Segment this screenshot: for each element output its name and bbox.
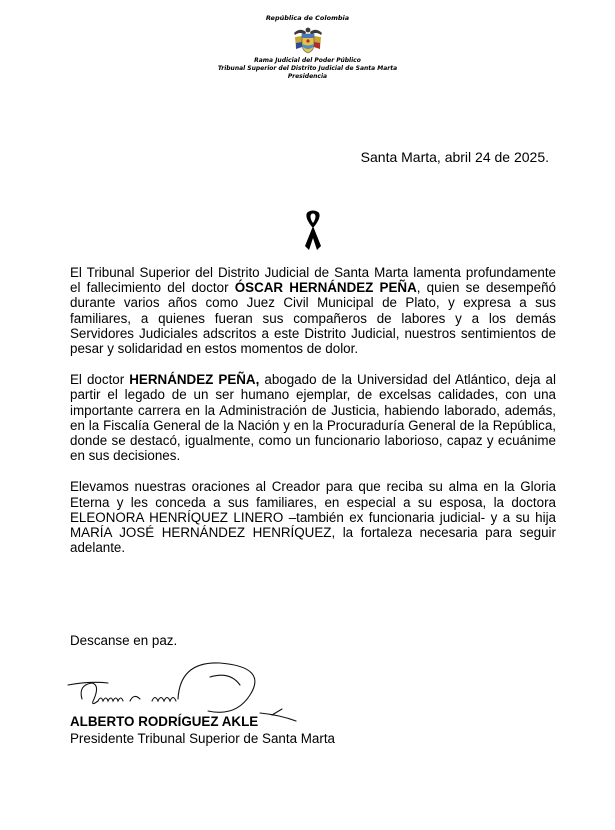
deceased-name: ÓSCAR HERNÁNDEZ PEÑA bbox=[234, 280, 417, 296]
letterhead bbox=[0, 14, 615, 81]
letterhead-country: República de Colombia bbox=[265, 14, 350, 22]
letterhead-office: Presidencia bbox=[287, 73, 328, 80]
paragraph-prayer: Elevamos nuestras oraciones al Creador para que reciba su alma en la Gloria Eterna y les conceda a sus familiares, en especial a su esposa, la doctora ELEONORA HENRÍQUEZ LINERO –también ex funcionaria judicial- y a su hija MARÍA JOSÉ HERNÁNDEZ HENRÍQUEZ, la fortaleza necesaria para seguir adelante. bbox=[70, 479, 556, 556]
closing-phrase: Descanse en paz. bbox=[70, 633, 178, 648]
signer-title: Presidente Tribunal Superior de Santa Marta bbox=[70, 731, 335, 746]
letterhead-tribunal: Tribunal Superior del Distrito Judicial de Santa Marta bbox=[217, 65, 398, 72]
signer-name: ALBERTO RODRÍGUEZ AKLE bbox=[70, 714, 259, 729]
signer-block bbox=[70, 713, 335, 747]
paragraph-condolence: El Tribunal Superior del Distrito Judicial de Santa Marta lamenta profundamente el fallecimiento del doctor ÓSCAR HERNÁNDEZ PEÑA, quien se desempeñó durante varios años como Juez Civil Municipal de Plato, y expresa a sus familiares, a quienes fueran sus compañeros de labores y a los demás Servidores Judiciales adscritos a este Distrito Judicial, nuestros sentimientos de pesar y solidaridad en estos momentos de dolor. bbox=[70, 265, 556, 357]
mourning-ribbon-icon bbox=[302, 210, 324, 252]
deceased-surname: HERNÁNDEZ PEÑA, bbox=[129, 372, 260, 388]
coat-of-arms-icon bbox=[291, 25, 325, 55]
letter-date: Santa Marta, abril 24 de 2025. bbox=[360, 149, 549, 165]
letterhead-branch: Rama Judicial del Poder Público bbox=[254, 57, 361, 64]
paragraph-career: El doctor HERNÁNDEZ PEÑA, abogado de la Universidad del Atlántico, deja al partir el legado de un ser humano ejemplar, de excelsas calidades, con una importante carrera en la Administración de Justicia, habiendo laborado, además, en la Fiscalía General de la Nación y en la Procuraduría General de la República, donde se destacó, igualmente, como un funcionario laborioso, capaz y ecuánime en sus decisiones. bbox=[70, 372, 556, 464]
letter-body bbox=[70, 265, 556, 571]
